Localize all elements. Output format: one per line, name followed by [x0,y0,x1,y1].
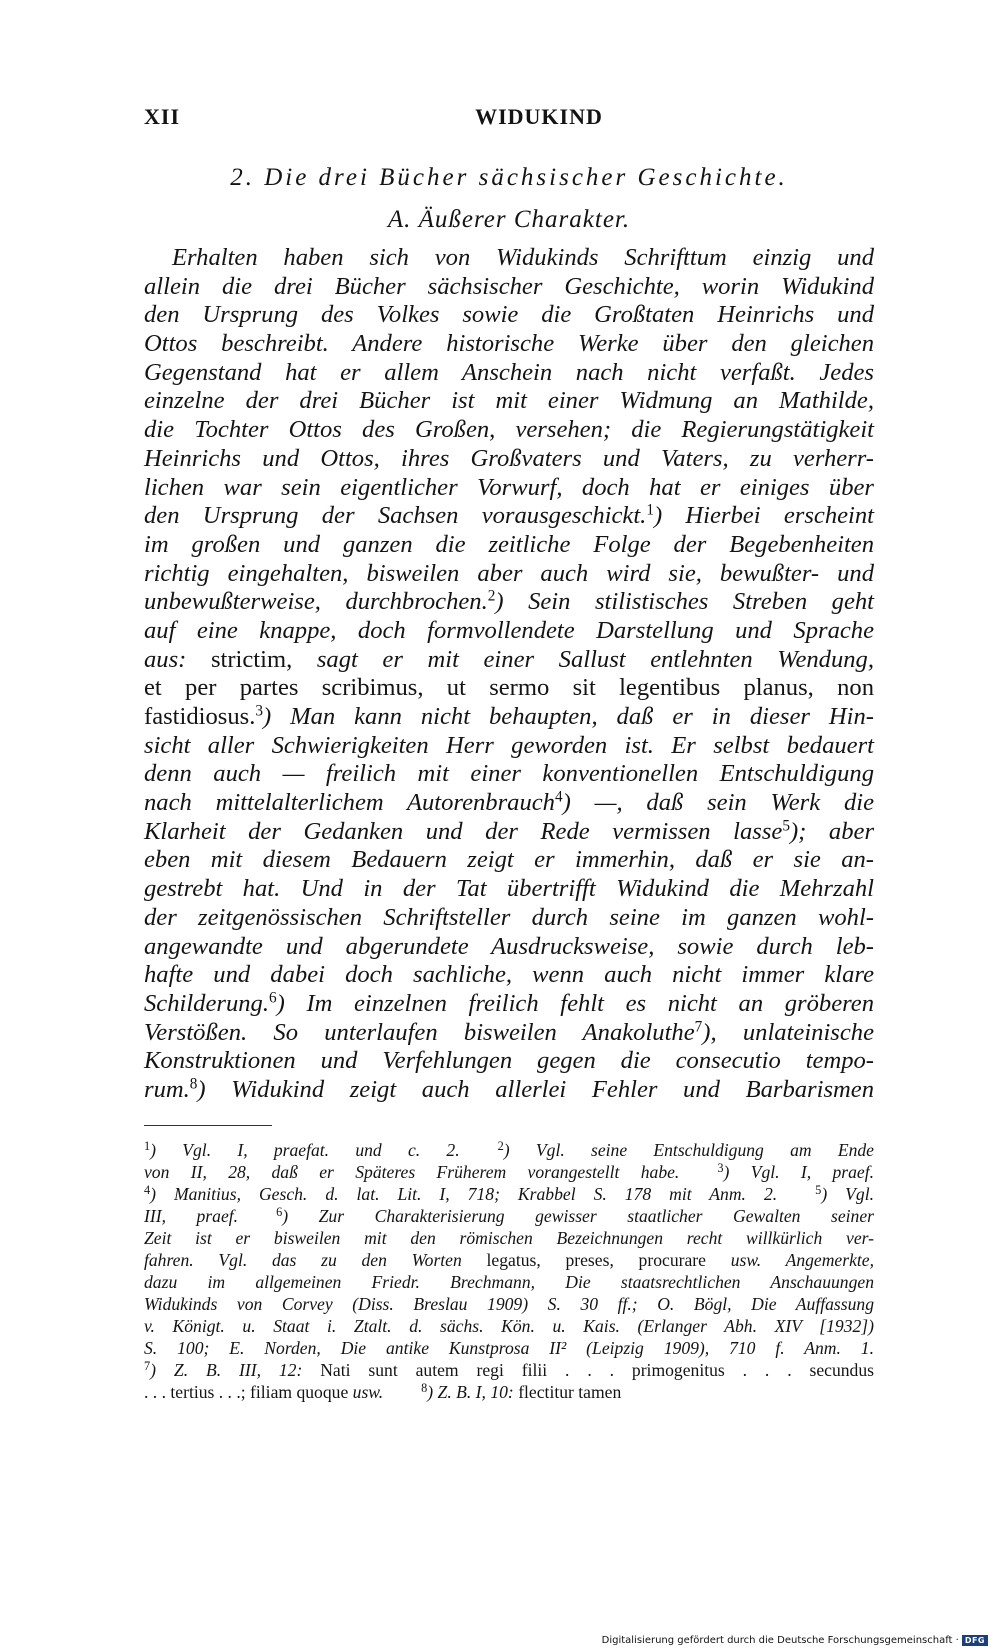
footnote-marker: 6 [276,1204,283,1219]
footnote-line: $^1$) Vgl. I, praefat. und c. 2. $^2$) Vgl. seine Entschuldigung am Ende [144,1138,874,1160]
text-line: den Ursprung der Sachsen vorausgeschickt.$^1$) Hierbei erscheint [144,501,874,530]
text-line: unbewußterweise, durchbrochen.$^2$) Sein stilistisches Streben geht [144,587,875,616]
footnote-line: III, praef. $^6$) Zur Charakterisierung gewisser staatlicher Gewalten seiner [144,1204,874,1226]
text-line: Ottos beschreibt. Andere historische Werke über den gleichen [144,330,874,358]
footnote-ref[interactable]: 1 [646,501,654,519]
credit-text: Digitalisierung gefördert durch die Deutsche Forschungsgemeinschaft · [601,1635,959,1646]
text-line: nach mittelalterlichem Autorenbrauch$^4$) —, daß sein Werk die [144,788,875,817]
text-line: aus: strictim, sagt er mit einer Sallust entlehnten Wendung, [144,645,874,673]
footnote-marker: 5 [815,1182,822,1197]
text-line: Konstruktionen und Verfehlungen gegen die consecutio tempo- [144,1047,874,1075]
text-line: der zeitgenössischen Schriftsteller durch seine im ganzen wohl- [144,903,874,931]
text-line: Klarheit der Gedanken und der Rede vermissen lasse$^5$); aber [144,817,875,845]
footnote-line: v. Königt. u. Staat i. Ztalt. d. sächs. Kön. u. Kais. (Erlanger Abh. XIV [1932]) [144,1316,874,1336]
footnotes [144,1139,874,1403]
text-line: die Tochter Ottos des Großen, versehen; die Regierungstätigkeit [144,416,874,444]
text-line: et per partes scribimus, ut sermo sit legentibus planus, non [144,674,874,702]
text-line: allein die drei Bücher sächsischer Geschichte, worin Widukind [144,272,874,300]
text-line: lichen war sein eigentlicher Vorwurf, doch hat er einiges über [144,473,874,501]
text-line: Schilderung.$^6$) Im einzelnen freilich fehlt es nicht an gröberen [144,989,874,1017]
section-heading: A. Äußerer Charakter. [387,206,631,233]
footnote-marker: 3 [717,1160,724,1175]
footnote-ref[interactable]: 5 [782,817,790,835]
footnote-marker: 8 [421,1380,428,1395]
text-line: rum.$^8$) Widukind zeigt auch allerlei Fehler und Barbarismen [144,1075,874,1103]
footnote-line: von II, 28, daß er Späteres Früherem vorangestellt habe. $^3$) Vgl. I, praef. [144,1160,874,1182]
footnote-line: S. 100; E. Norden, Die antike Kunstprosa II² (Leipzig 1909), 710 f. Anm. 1. [144,1338,874,1358]
footnote-line: $^7$) Z. B. III, 12: Nati sunt autem regi filii . . . primogenitus . . . secundus [144,1358,874,1380]
main-text [144,244,874,1105]
text-line: Gegenstand hat er allem Anschein nach nicht verfaßt. Jedes [144,358,874,386]
text-line: denn auch — freilich mit einer konventionellen Entschuldigung [144,760,874,788]
text-line: hafte und dabei doch sachliche, wenn auch nicht immer klare [144,961,874,989]
running-title: WIDUKIND [475,104,603,129]
footnote-line: dazu im allgemeinen Friedr. Brechmann, Die staatsrechtlichen Anschauungen [144,1272,874,1292]
footnote-line: . . . tertius . . .; filiam quoque usw. $^8$) Z. B. I, 10: flectitur tamen [144,1380,622,1402]
footnote-marker: 2 [497,1138,504,1153]
footnote-ref[interactable]: 8 [189,1075,198,1093]
dfg-logo: DFG [962,1635,988,1646]
text-line: Verstößen. So unterlaufen bisweilen Anakoluthe$^7$), unlateinische [144,1018,874,1046]
page-header [144,104,874,134]
text-line: auf eine knappe, doch formvollendete Darstellung und Sprache [144,616,874,644]
text-line: Erhalten haben sich von Widukinds Schrifttum einzig und [172,244,874,271]
digitization-credit [602,1635,988,1646]
text-line: richtig eingehalten, bisweilen aber auch wird sie, bewußter- und [144,559,874,587]
text-line: eben mit diesem Bedauern zeigt er immerhin, daß er sie an- [144,846,874,874]
text-line: fastidiosus.$^3$) Man kann nicht behaupten, daß er in dieser Hin- [144,702,874,730]
text-line: sicht aller Schwierigkeiten Herr geworden ist. Er selbst bedauert [144,731,874,759]
footnote-marker: 7 [144,1358,151,1373]
footnote-line: Widukinds von Corvey (Diss. Breslau 1909) S. 30 ff.; O. Bögl, Die Auffassung [144,1294,874,1314]
text-line: im großen und ganzen die zeitliche Folge der Begebenheiten [144,530,874,558]
footnote-ref[interactable]: 7 [694,1018,703,1036]
text-line: den Ursprung des Volkes sowie die Großtaten Heinrichs und [144,301,874,329]
text-line: einzelne der drei Bücher ist mit einer Widmung an Mathilde, [144,387,874,415]
footnote-marker: 1 [144,1138,151,1153]
footnote-line: Zeit ist er bisweilen mit den römischen Bezeichnungen recht willkürlich ver- [144,1228,874,1248]
page-number: XII [144,104,181,129]
footnote-ref[interactable]: 4 [554,788,563,806]
text-line: Heinrichs und Ottos, ihres Großvaters und Vaters, zu verherr- [144,444,874,472]
footnote-marker: 4 [144,1182,151,1197]
footnote-ref[interactable]: 6 [269,989,277,1007]
footnote-line: fahren. Vgl. das zu den Worten legatus, preses, procurare usw. Angemerkte, [144,1250,874,1270]
chapter-heading: 2. Die drei Bücher sächsischer Geschichte. [230,164,788,191]
footnote-ref[interactable]: 2 [487,587,496,605]
text-line: gestrebt hat. Und in der Tat übertrifft Widukind die Mehrzahl [144,875,874,903]
footnote-ref[interactable]: 3 [255,702,263,720]
text-line: angewandte und abgerundete Ausdrucksweise, sowie durch leb- [144,932,874,960]
footnote-line: $^4$) Manitius, Gesch. d. lat. Lit. I, 718; Krabbel S. 178 mit Anm. 2. $^5$) Vgl. [144,1182,874,1204]
footnote-divider [144,1125,272,1126]
